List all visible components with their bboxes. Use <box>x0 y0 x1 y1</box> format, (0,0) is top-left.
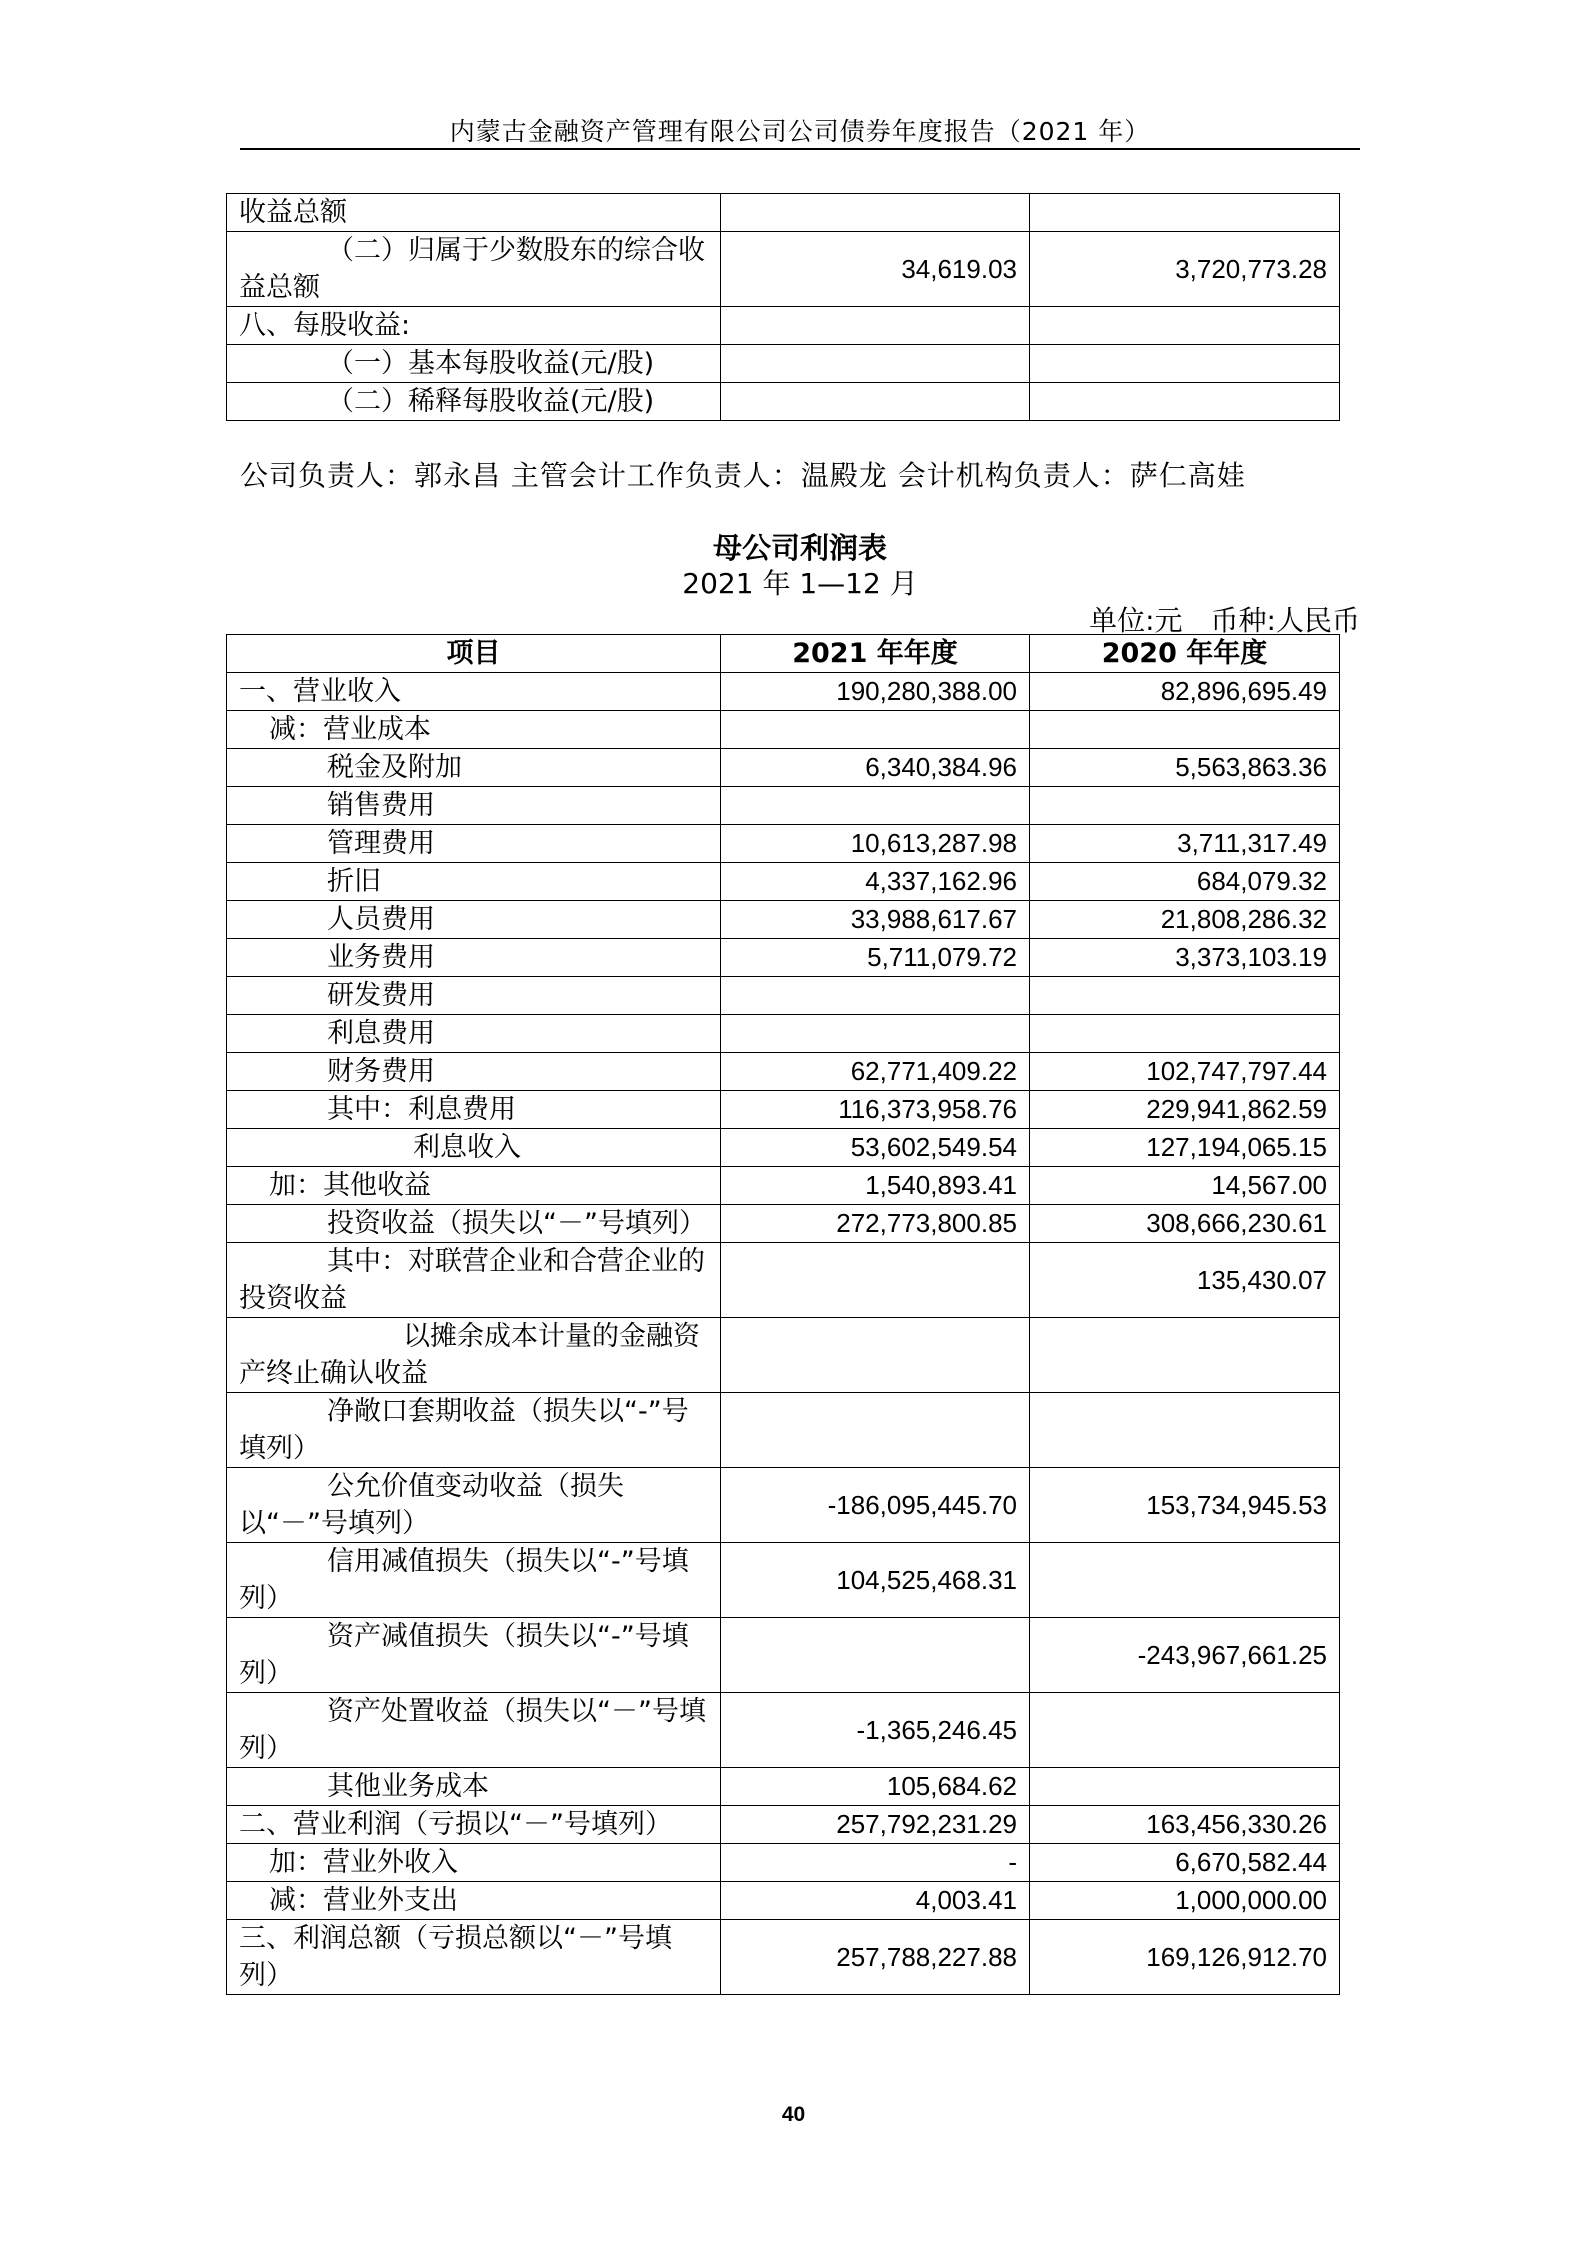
value-2020 <box>1030 711 1340 749</box>
row-label: 收益总额 <box>227 194 721 232</box>
value-2021: 257,788,227.88 <box>721 1920 1030 1995</box>
row-label: 管理费用 <box>227 825 721 863</box>
row-label: 资产处置收益（损失以“－”号填列） <box>227 1693 721 1768</box>
value-2020: 127,194,065.15 <box>1030 1129 1340 1167</box>
statement-title: 母公司利润表 <box>712 531 887 565</box>
value-2020 <box>1030 1318 1340 1393</box>
parent-company-income-statement-table <box>226 634 1340 1995</box>
row-label: 加：其他收益 <box>227 1167 721 1205</box>
value-2020: -243,967,661.25 <box>1030 1618 1340 1693</box>
row-label: 利息费用 <box>227 1015 721 1053</box>
value-2020: 6,670,582.44 <box>1030 1844 1340 1882</box>
value-2021 <box>721 1318 1030 1393</box>
table-row <box>227 1205 1340 1243</box>
value-2020 <box>1030 194 1340 232</box>
value-2021: -1,365,246.45 <box>721 1693 1030 1768</box>
value-2021: 62,771,409.22 <box>721 1053 1030 1091</box>
value-2020: 5,563,863.36 <box>1030 749 1340 787</box>
value-2020 <box>1030 977 1340 1015</box>
page-number: 40 <box>781 2103 806 2126</box>
row-label: 人员费用 <box>227 901 721 939</box>
value-2021: 190,280,388.00 <box>721 673 1030 711</box>
value-2020: 308,666,230.61 <box>1030 1205 1340 1243</box>
row-label: 研发费用 <box>227 977 721 1015</box>
table-row <box>227 901 1340 939</box>
value-2021: -186,095,445.70 <box>721 1468 1030 1543</box>
value-2021 <box>721 787 1030 825</box>
row-label: 以摊余成本计量的金融资产终止确认收益 <box>227 1318 721 1393</box>
currency-unit-note: 单位:元 币种:人民币 <box>1089 604 1360 637</box>
table-row <box>227 711 1340 749</box>
value-2020: 82,896,695.49 <box>1030 673 1340 711</box>
value-2020 <box>1030 1543 1340 1618</box>
table-row <box>227 673 1340 711</box>
value-2021: 105,684.62 <box>721 1768 1030 1806</box>
table-row <box>227 863 1340 901</box>
row-label: 税金及附加 <box>227 749 721 787</box>
row-label: 销售费用 <box>227 787 721 825</box>
value-2021 <box>721 1243 1030 1318</box>
table-row <box>227 977 1340 1015</box>
row-label: 折旧 <box>227 863 721 901</box>
row-label: 加：营业外收入 <box>227 1844 721 1882</box>
value-2020 <box>1030 1693 1340 1768</box>
statement-period: 2021 年 1—12 月 <box>682 567 918 600</box>
value-2021: 257,792,231.29 <box>721 1806 1030 1844</box>
value-2020: 102,747,797.44 <box>1030 1053 1340 1091</box>
row-label: 业务费用 <box>227 939 721 977</box>
consolidated-income-continuation-table <box>226 193 1340 421</box>
row-label: 其中：对联营企业和合营企业的投资收益 <box>227 1243 721 1318</box>
value-2021: 272,773,800.85 <box>721 1205 1030 1243</box>
table-row <box>227 1053 1340 1091</box>
table-header-row <box>227 635 1340 673</box>
row-label: 减：营业外支出 <box>227 1882 721 1920</box>
table-row <box>227 307 1340 345</box>
value-2020 <box>1030 787 1340 825</box>
value-2021: 10,613,287.98 <box>721 825 1030 863</box>
row-label: （一）基本每股收益(元/股) <box>227 345 721 383</box>
value-2021 <box>721 383 1030 421</box>
table-row <box>227 1129 1340 1167</box>
value-2020: 684,079.32 <box>1030 863 1340 901</box>
value-2020: 1,000,000.00 <box>1030 1882 1340 1920</box>
value-2021: 116,373,958.76 <box>721 1091 1030 1129</box>
row-label: 减：营业成本 <box>227 711 721 749</box>
value-2020: 169,126,912.70 <box>1030 1920 1340 1995</box>
value-2020: 3,711,317.49 <box>1030 825 1340 863</box>
table-row <box>227 1243 1340 1318</box>
value-2021: - <box>721 1844 1030 1882</box>
row-label: （二）归属于少数股东的综合收益总额 <box>227 232 721 307</box>
value-2020: 21,808,286.32 <box>1030 901 1340 939</box>
value-2021 <box>721 307 1030 345</box>
value-2020: 3,720,773.28 <box>1030 232 1340 307</box>
value-2021: 6,340,384.96 <box>721 749 1030 787</box>
header-divider <box>240 148 1360 150</box>
value-2020 <box>1030 383 1340 421</box>
row-label: 财务费用 <box>227 1053 721 1091</box>
table-row <box>227 1844 1340 1882</box>
row-label: 投资收益（损失以“－”号填列） <box>227 1205 721 1243</box>
value-2020: 163,456,330.26 <box>1030 1806 1340 1844</box>
responsible-persons-line: 公司负责人：郭永昌 主管会计工作负责人：温殿龙 会计机构负责人：萨仁高娃 <box>240 459 1246 492</box>
table-row <box>227 194 1340 232</box>
table-row <box>227 1768 1340 1806</box>
value-2020 <box>1030 307 1340 345</box>
header-item: 项目 <box>227 635 721 673</box>
value-2020: 153,734,945.53 <box>1030 1468 1340 1543</box>
value-2020: 3,373,103.19 <box>1030 939 1340 977</box>
report-header-title: 内蒙古金融资产管理有限公司公司债券年度报告（2021 年） <box>449 117 1151 146</box>
value-2021: 1,540,893.41 <box>721 1167 1030 1205</box>
row-label: （二）稀释每股收益(元/股) <box>227 383 721 421</box>
table-row <box>227 1920 1340 1995</box>
value-2021: 4,337,162.96 <box>721 863 1030 901</box>
header-2021: 2021 年年度 <box>721 635 1030 673</box>
value-2021 <box>721 711 1030 749</box>
header-2020: 2020 年年度 <box>1030 635 1340 673</box>
value-2020 <box>1030 1768 1340 1806</box>
table-row <box>227 787 1340 825</box>
value-2021 <box>721 1618 1030 1693</box>
row-label: 利息收入 <box>227 1129 721 1167</box>
table-row <box>227 1468 1340 1543</box>
table-row <box>227 1167 1340 1205</box>
value-2020: 229,941,862.59 <box>1030 1091 1340 1129</box>
value-2021 <box>721 1015 1030 1053</box>
value-2021: 104,525,468.31 <box>721 1543 1030 1618</box>
value-2020 <box>1030 345 1340 383</box>
table-row <box>227 345 1340 383</box>
value-2021: 53,602,549.54 <box>721 1129 1030 1167</box>
table-row <box>227 1015 1340 1053</box>
table-row <box>227 1693 1340 1768</box>
row-label: 其中：利息费用 <box>227 1091 721 1129</box>
table-row <box>227 1318 1340 1393</box>
row-label: 三、利润总额（亏损总额以“－”号填列） <box>227 1920 721 1995</box>
row-label: 一、营业收入 <box>227 673 721 711</box>
value-2021 <box>721 977 1030 1015</box>
value-2020 <box>1030 1015 1340 1053</box>
table-row <box>227 1806 1340 1844</box>
row-label: 其他业务成本 <box>227 1768 721 1806</box>
table-row <box>227 1618 1340 1693</box>
row-label: 二、营业利润（亏损以“－”号填列） <box>227 1806 721 1844</box>
table-row <box>227 1393 1340 1468</box>
row-label: 信用减值损失（损失以“-”号填列） <box>227 1543 721 1618</box>
value-2020: 14,567.00 <box>1030 1167 1340 1205</box>
value-2021 <box>721 345 1030 383</box>
value-2021: 4,003.41 <box>721 1882 1030 1920</box>
value-2021: 33,988,617.67 <box>721 901 1030 939</box>
value-2020: 135,430.07 <box>1030 1243 1340 1318</box>
value-2021: 5,711,079.72 <box>721 939 1030 977</box>
table-row <box>227 383 1340 421</box>
row-label: 八、每股收益: <box>227 307 721 345</box>
row-label: 资产减值损失（损失以“-”号填列） <box>227 1618 721 1693</box>
value-2020 <box>1030 1393 1340 1468</box>
table-row <box>227 749 1340 787</box>
table-row <box>227 1882 1340 1920</box>
row-label: 公允价值变动收益（损失以“－”号填列） <box>227 1468 721 1543</box>
table-row <box>227 939 1340 977</box>
table-row <box>227 1543 1340 1618</box>
table-row <box>227 825 1340 863</box>
value-2021: 34,619.03 <box>721 232 1030 307</box>
table-row <box>227 232 1340 307</box>
value-2021 <box>721 1393 1030 1468</box>
table-row <box>227 1091 1340 1129</box>
value-2021 <box>721 194 1030 232</box>
row-label: 净敞口套期收益（损失以“-”号填列） <box>227 1393 721 1468</box>
